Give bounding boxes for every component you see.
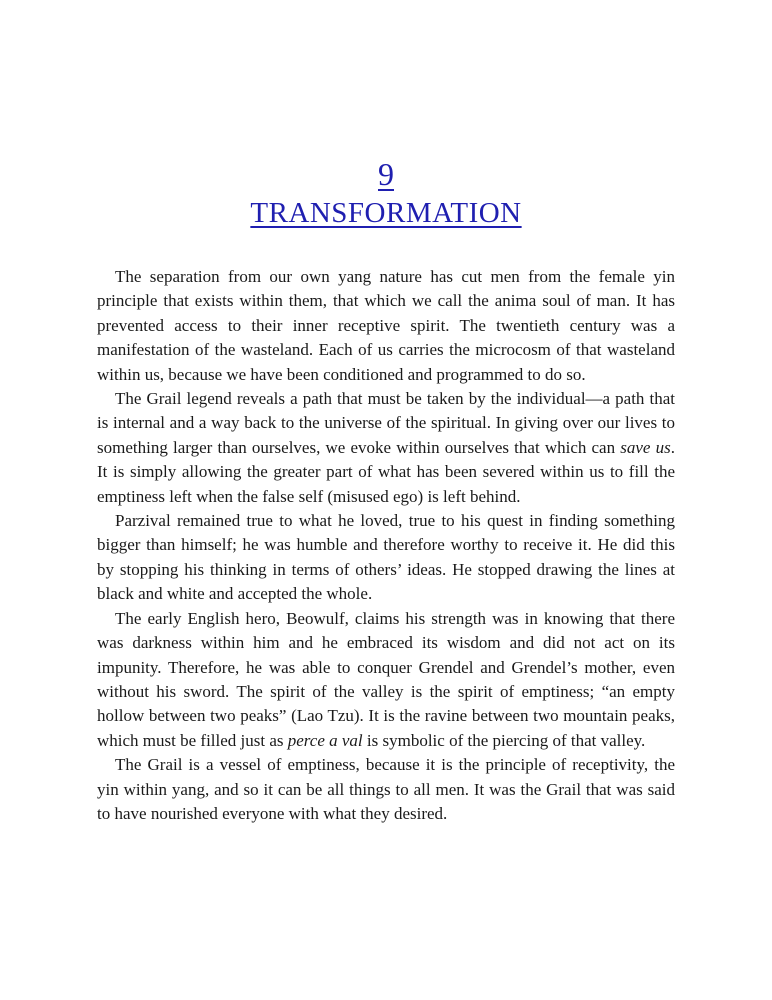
paragraph <box>97 265 675 387</box>
paragraph <box>97 753 675 826</box>
paragraph <box>97 509 675 607</box>
paragraph-text: The separation from our own yang nature has cut men from the female yin principle that exists within them, that which we call the anima soul of man. It has prevented access to their inner receptive spirit. The twentieth century was a manifestation of the wasteland. Each of us carries the microcosm of that wasteland within us, because we have been conditioned and programmed to do so. <box>97 267 675 384</box>
chapter-heading <box>0 155 772 231</box>
body-text <box>97 265 675 826</box>
paragraph <box>97 387 675 509</box>
paragraph-text: The early English hero, Beowulf, claims his strength was in knowing that there was darkness within him and he embraced its wisdom and did not act on its impunity. Therefore, he was able to conquer Grendel and Grendel’s mother, even without his sword. The spirit of the valley is the spirit of emptiness; “an empty hollow between two peaks” (Lao Tzu). It is the ravine between two mountain peaks, which must be filled just as <box>97 608 675 750</box>
paragraph-text: The Grail is a vessel of emptiness, because it is the principle of receptivity, the yin within yang, and so it can be all things to all men. It was the Grail that was said to have nourished everyone with what they desired. <box>97 755 675 823</box>
paragraph-text: The Grail legend reveals a path that must be taken by the individual—a path that is internal and a way back to the universe of the spiritual. In giving over our lives to something larger than ourselves, we evoke within ourselves that which can <box>97 389 675 457</box>
italic-phrase: save us <box>620 437 671 457</box>
italic-phrase: perce a val <box>287 730 363 750</box>
paragraph-text: Parzival remained true to what he loved, true to his quest in finding something bigger than himself; he was humble and therefore worthy to receive it. He did this by stopping his thinking in terms of others’ ideas. He stopped drawing the lines at black and white and accepted the whole. <box>97 511 675 604</box>
paragraph-text: . It is simply allowing the greater part of what has been severed within us to fill the emptiness left when the false self (misused ego) is left behind. <box>97 437 675 506</box>
chapter-title: TRANSFORMATION <box>250 197 522 229</box>
chapter-number: 9 <box>378 156 394 192</box>
paragraph-text: is symbolic of the piercing of that valley. <box>362 730 646 750</box>
paragraph <box>97 607 675 753</box>
